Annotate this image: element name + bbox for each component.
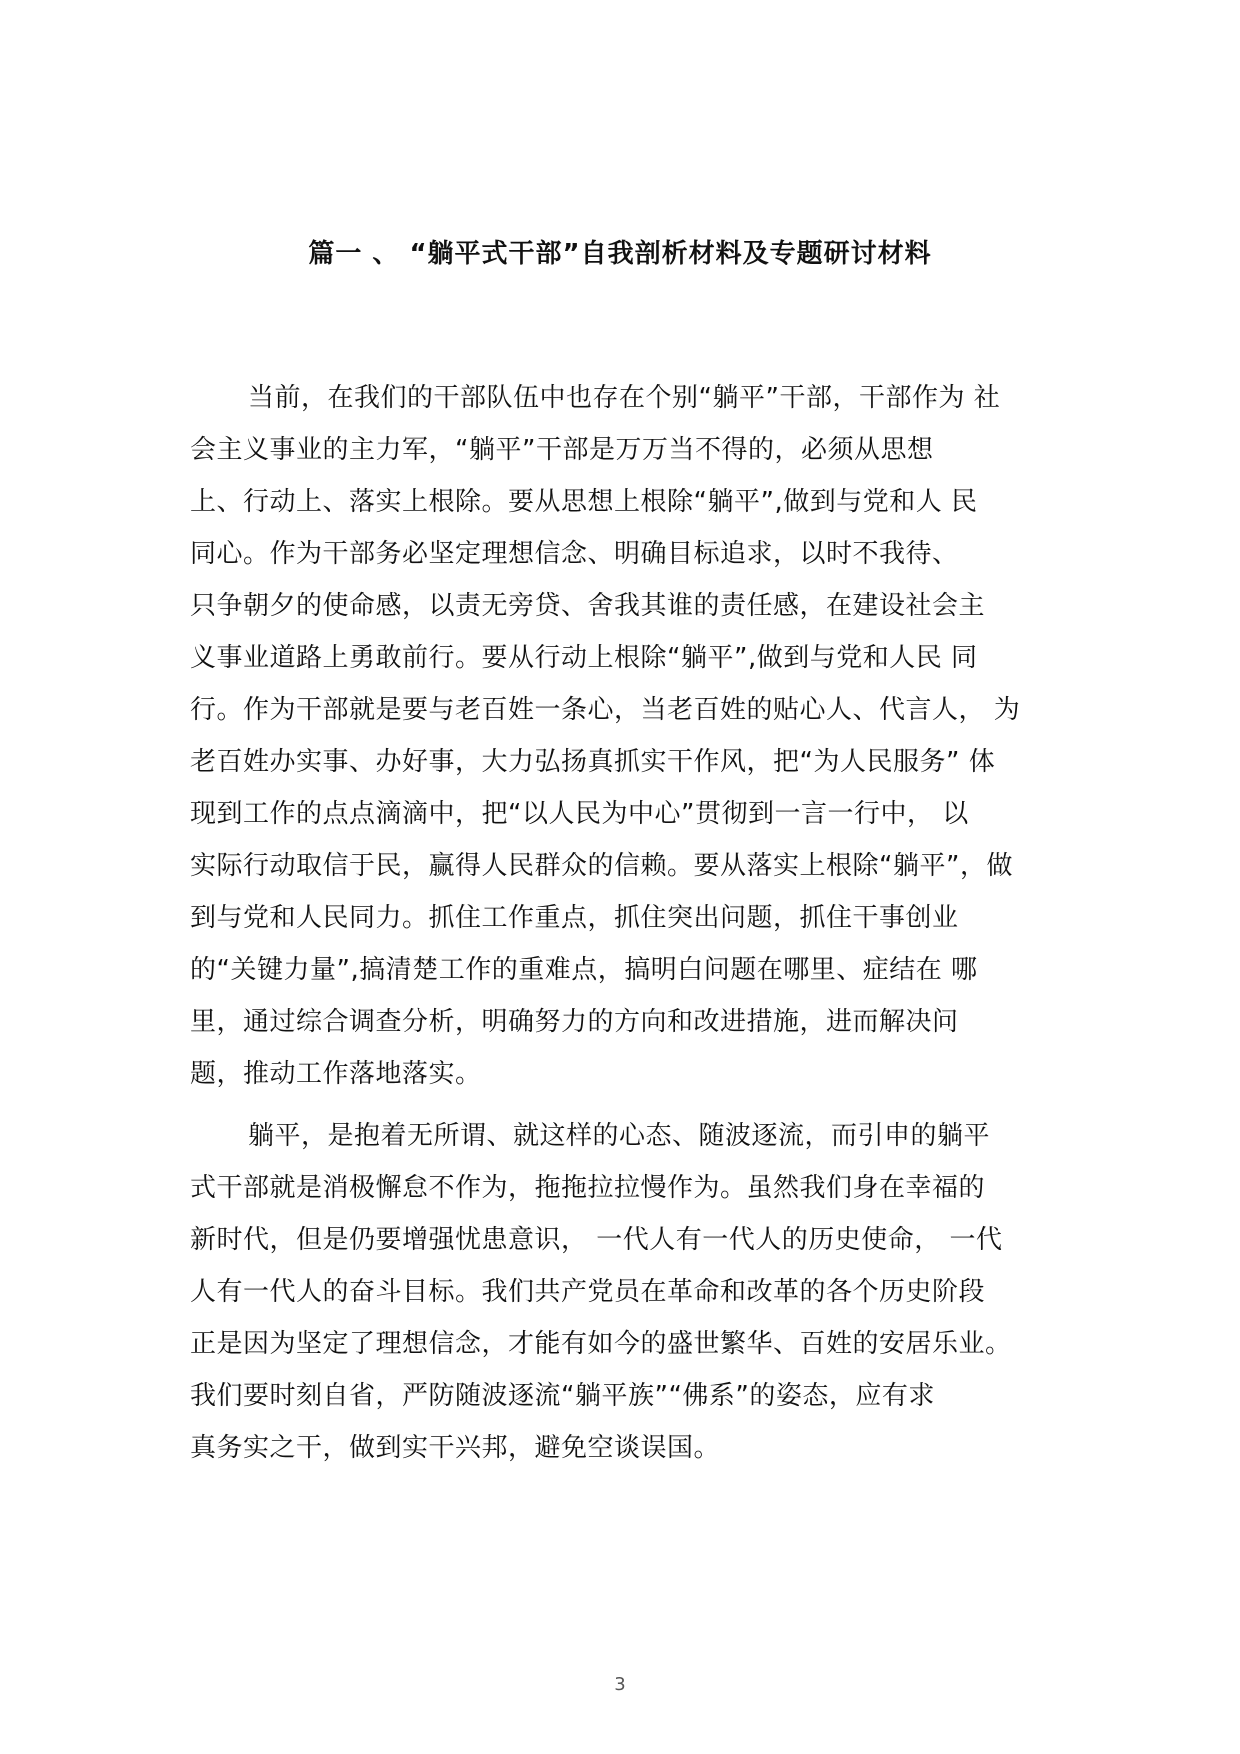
paragraph-1-line-3: 上、行动上、落实上根除。要从思想上根除“躺平”,做到与党和人 民 [190, 487, 978, 517]
paragraph-1-line-1: 当前，在我们的干部队伍中也存在个别“躺平”干部，干部作为 社 [248, 383, 1001, 413]
paragraph-2-line-5: 正是因为坚定了理想信念，才能有如今的盛世繁华、百姓的安居乐业。 [190, 1329, 1012, 1359]
paragraph-spacer [190, 1100, 1070, 1110]
paragraph-2-line-6: 我们要时刻自省，严防随波逐流“躺平族”“佛系”的姿态，应有求 [190, 1381, 935, 1411]
paragraph-1-line-13: 里，通过综合调查分析，明确努力的方向和改进措施，进而解决问 [190, 1007, 959, 1037]
paragraph-1-line-2: 会主义事业的主力军，“躺平”干部是万万当不得的，必须从思想 [190, 435, 934, 465]
paragraph-1-line-8: 老百姓办实事、办好事，大力弘扬真抓实干作风，把“为人民服务” 体 [190, 747, 996, 777]
document-body [190, 372, 1070, 1474]
paragraph-2-line-7: 真务实之干，做到实干兴邦，避免空谈误国。 [190, 1433, 721, 1463]
paragraph-1-line-6: 义事业道路上勇敢前行。要从行动上根除“躺平”,做到与党和人民 同 [190, 643, 978, 673]
paragraph-1-line-4: 同心。作为干部务必坚定理想信念、明确目标追求，以时不我待、 [190, 539, 959, 569]
paragraph-2-line-4: 人有一代人的奋斗目标。我们共产党员在革命和改革的各个历史阶段 [190, 1277, 986, 1307]
paragraph-2-line-3: 新时代，但是仍要增强忧患意识， 一代人有一代人的历史使命， 一代 [190, 1225, 1003, 1255]
document-title: 篇一 、 “躺平式干部”自我剖析材料及专题研讨材料 [308, 239, 932, 269]
paragraph-1-line-14: 题，推动工作落地落实。 [190, 1059, 482, 1089]
paragraph-2-line-2: 式干部就是消极懈怠不作为，拖拖拉拉慢作为。虽然我们身在幸福的 [190, 1173, 986, 1203]
paragraph-1-line-7: 行。作为干部就是要与老百姓一条心，当老百姓的贴心人、代言人， 为 [190, 695, 1021, 725]
paragraph-2-line-1: 躺平，是抱着无所谓、就这样的心态、随波逐流，而引申的躺平 [248, 1121, 991, 1151]
paragraph-1-line-11: 到与党和人民同力。抓住工作重点，抓住突出问题，抓住干事创业 [190, 903, 959, 933]
page-number: 3 [614, 1674, 626, 1695]
paragraph-1-line-12: 的“关键力量”,搞清楚工作的重难点，搞明白问题在哪里、症结在 哪 [190, 955, 978, 985]
paragraph-1-line-10: 实际行动取信于民，赢得人民群众的信赖。要从落实上根除“躺平”，做 [190, 851, 1013, 881]
paragraph-1-line-9: 现到工作的点点滴滴中，把“以人民为中心”贯彻到一言一行中， 以 [190, 799, 969, 829]
paragraph-1-line-5: 只争朝夕的使命感，以责无旁贷、舍我其谁的责任感，在建设社会主 [190, 591, 986, 621]
